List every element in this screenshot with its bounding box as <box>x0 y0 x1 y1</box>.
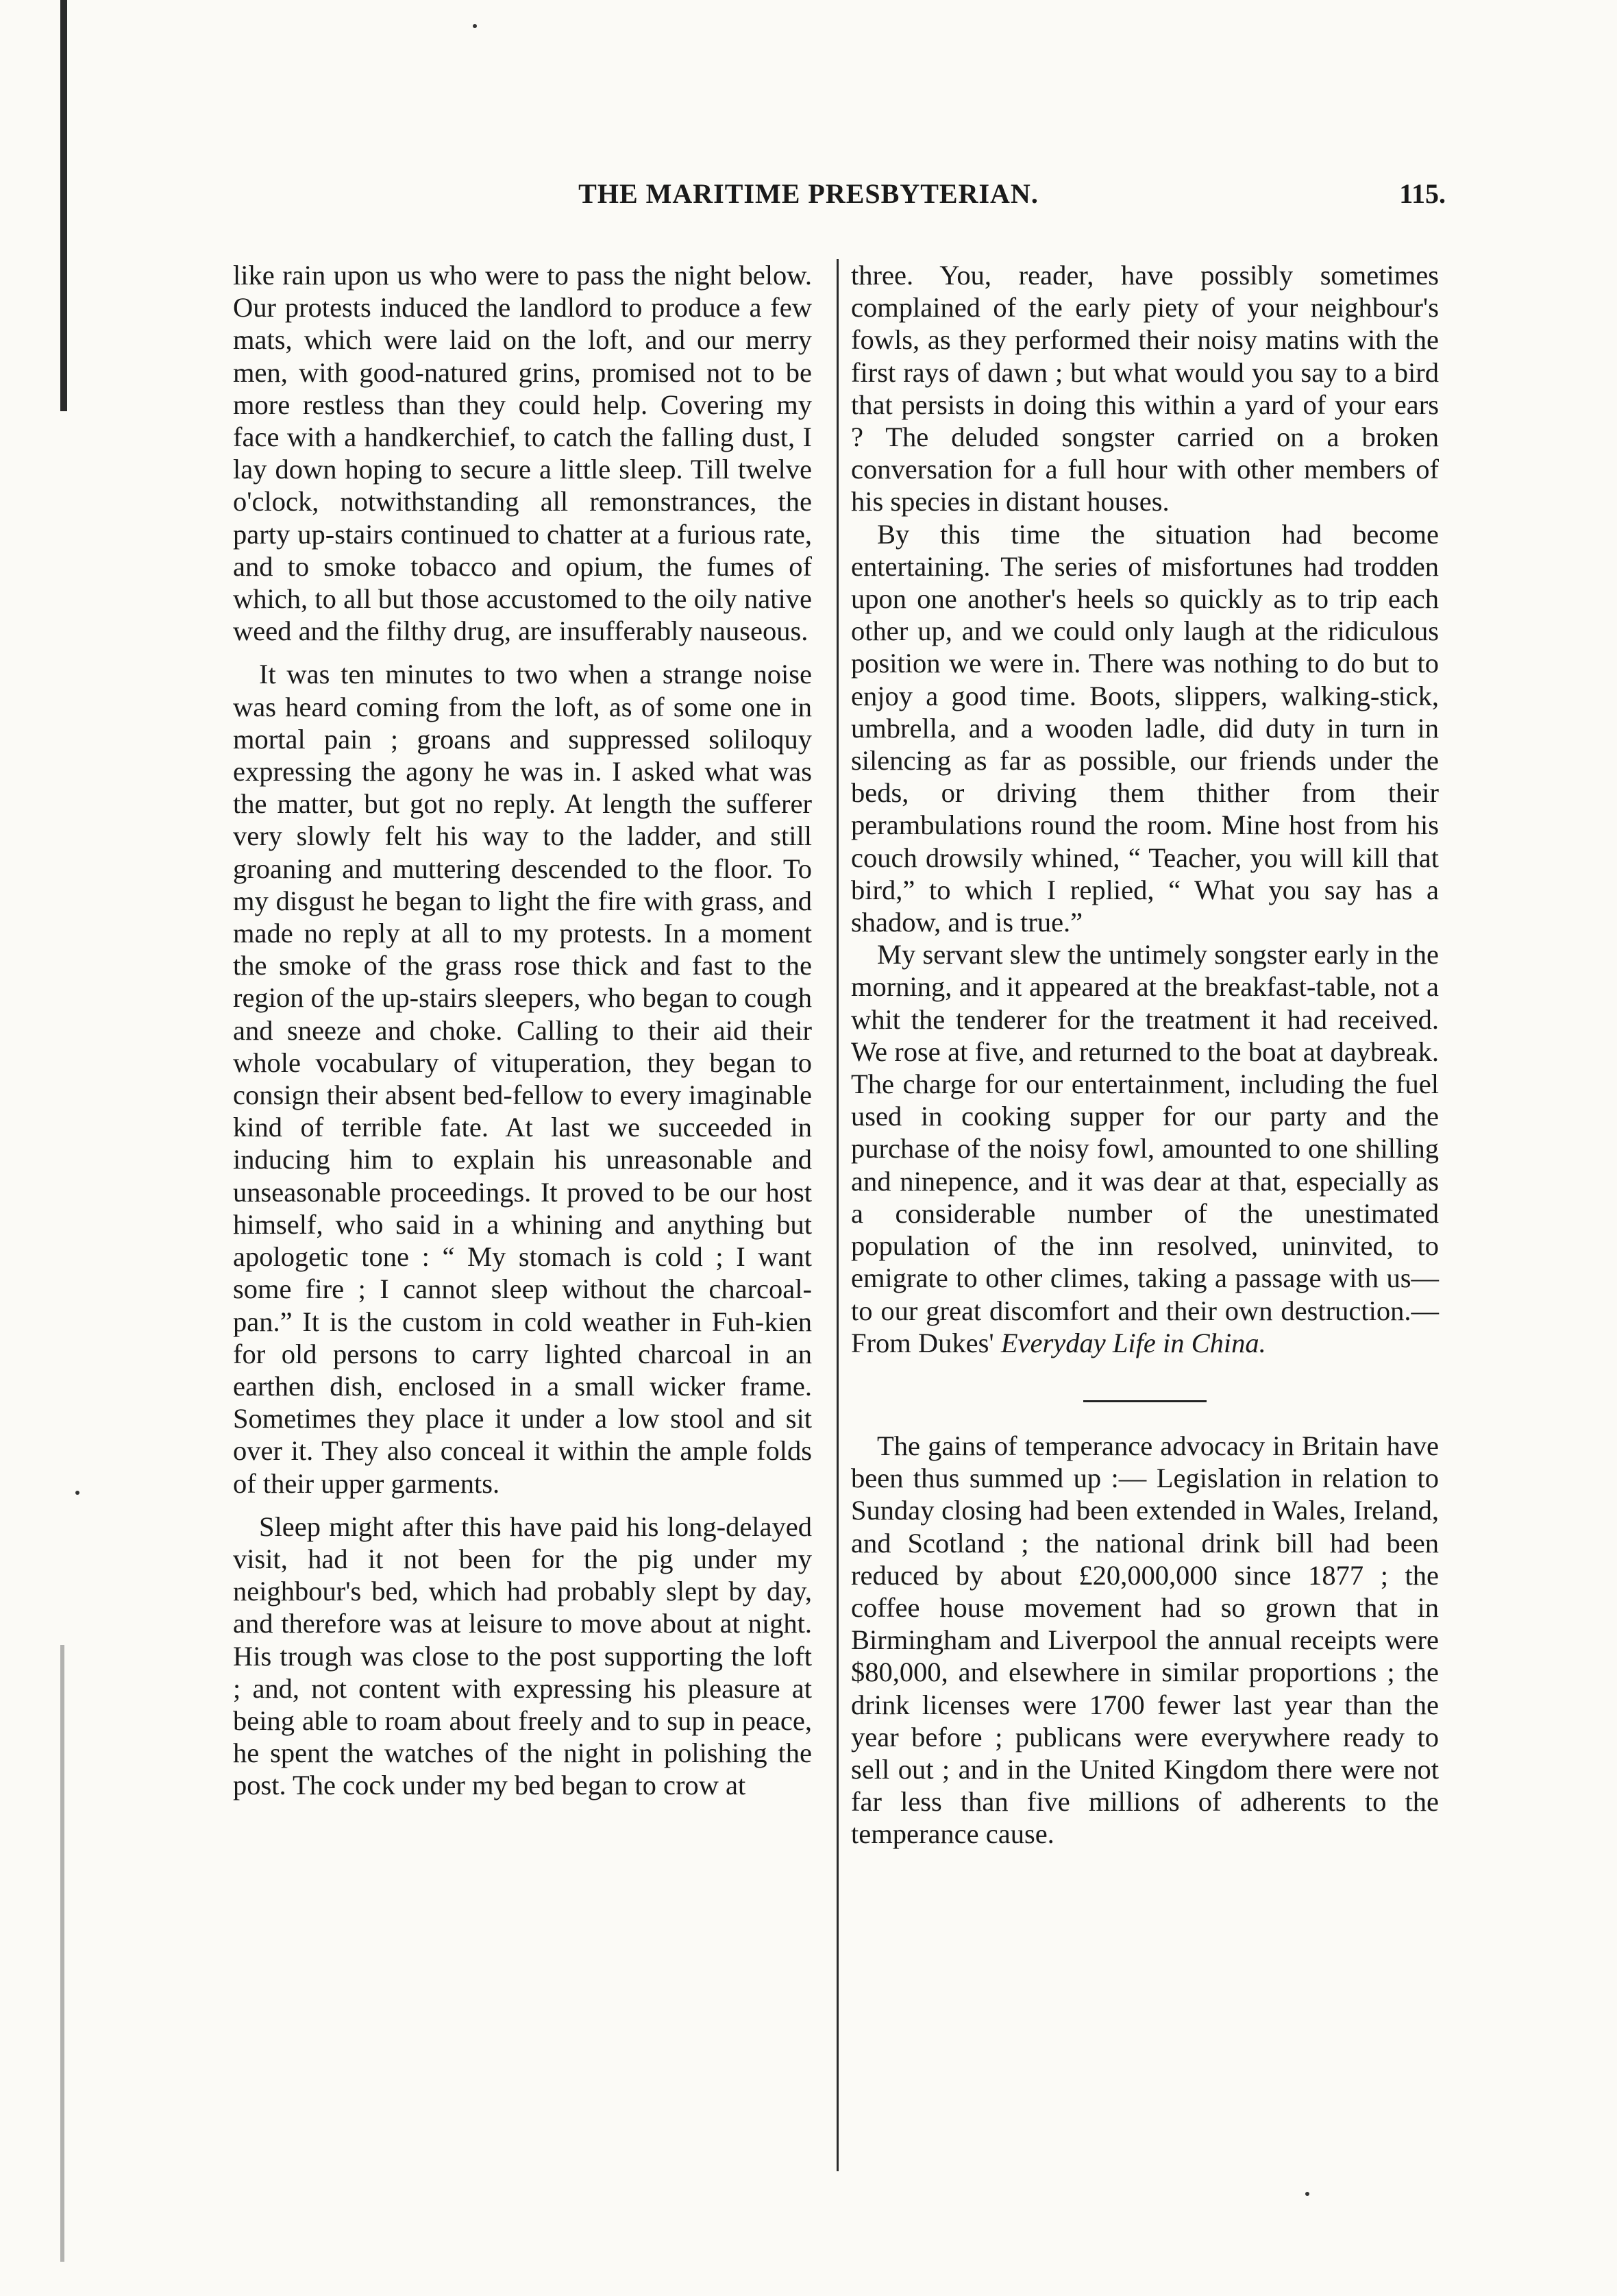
page-number: 115. <box>1399 178 1446 209</box>
paragraph: three. You, reader, have possibly sometimes complained of the early piety of your neighbour's fowls, as they performed their noisy matins with the first rays of dawn ; but what would you say to a bird that persists in doing this within a yard of your ears ? The deluded songster carried on a broken conversation for a full hour with other members of his species in distant houses. <box>851 260 1439 517</box>
binding-edge <box>60 0 67 411</box>
left-column <box>233 259 812 1802</box>
paragraph-text: My servant slew the untimely songster early in the morning, and it appeared at the breakfast-table, not a whit the tenderer for the treatment it had received. We rose at five, and returned to the boat at daybreak. The charge for our entertainment, including the fuel used in cooking supper for our party and the purchase of the noisy fowl, amounted to one shilling and ninepence, and it was dear at that, especially as a considerable number of the unestimated population of the inn resolved, uninvited, to emigrate to other climes, taking a passage with us—to our great discomfort and their own destruction.—From <box>851 939 1439 1358</box>
paragraph: It was ten minutes to two when a strange noise was heard coming from the loft, as of some one in mortal pain ; groans and suppressed soliloquy expressing the agony he was in. I asked what was the matter, but got no reply. At length the sufferer very slowly felt his way to the ladder, and still groaning and muttering descended to the floor. To my disgust he began to light the fire with grass, and made no reply at all to my protests. In a moment the smoke of the grass rose thick and fast to the region of the up-stairs sleepers, who began to cough and sneeze and choke. Calling to their aid their whole vocabulary of vituperation, they began to consign their absent bed-fellow to every imaginable kind of terrible fate. At last we succeeded in inducing him to explain his unreasonable and unseasonable proceedings. It proved to be our host himself, who said in a whining and anything but apologetic tone : “ My stomach is cold ; I want some fire ; I cannot sleep without the charcoal-pan.” It is the custom in cold weather in Fuh-kien for old persons to carry lighted charcoal in an earthen dish, enclosed in a small wicker frame. Sometimes they place it under a low stool and sit over it. They also conceal it within the ample folds of their upper garments. <box>233 659 812 1499</box>
paragraph: Sleep might after this have paid his long-delayed visit, had it not been for the pig under my neighbour's bed, which had probably slept by day, and therefore was at leisure to move about at night. His trough was close to the post supporting the loft ; and, not content with expressing his pleasure at being able to roam about freely and to sup in peace, he spent the watches of the night in polishing the post. The cock under my bed began to crow at <box>233 1511 812 1801</box>
paragraph <box>851 938 1439 1359</box>
print-speck <box>473 24 477 28</box>
paragraph: By this time the situation had become entertaining. The series of misfortunes had trodden upon one another's heels so quickly as to trip each other up, and we could only laugh at the ridiculous position we were in. There was nothing to do but to enjoy a good time. Boots, slippers, walking-stick, umbrella, and a wooden ladle, did duty in turn in silencing as far as possible, our friends under the beds, or driving them thither from their perambulations round the room. Mine host from his couch drowsily whined, “ Teacher, you will kill that bird,” to which I replied, “ What you say has a shadow, and is true.” <box>851 518 1439 938</box>
source-author: Dukes' <box>917 1327 994 1358</box>
running-head: THE MARITIME PRESBYTERIAN. <box>578 178 1039 209</box>
right-column <box>851 259 1439 1851</box>
section-separator <box>1083 1400 1207 1402</box>
print-speck <box>75 1491 79 1495</box>
binding-edge-lower <box>60 1645 64 2262</box>
paragraph: like rain upon us who were to pass the night below. Our protests induced the landlord to produce a few mats, which were laid on the loft, and our merry men, with good-natured grins, promised not to be more restless than they could help. Covering my face with a handkerchief, to catch the falling dust, I lay down hoping to secure a little sleep. Till twelve o'clock, notwithstanding all remonstrances, the party up-stairs continued to chatter at a furious rate, and to smoke tobacco and opium, the fumes of which, to all but those accustomed to the oily native weed and the filthy drug, are insufferably nauseous. <box>233 260 812 647</box>
column-divider <box>837 259 839 2171</box>
source-title: Everyday Life in China. <box>1000 1327 1266 1358</box>
paragraph: The gains of temperance advocacy in Britain have been thus summed up :— Legislation in relation to Sunday closing had been extended in Wales, Ireland, and Scotland ; the national drink bill had been reduced by about £20,000,000 since 1877 ; the coffee house movement had so grown that in Birmingham and Liverpool the annual receipts were $80,000, and elsewhere in similar proportions ; the drink licenses were 1700 fewer last year than the year before ; publicans were everywhere ready to sell out ; and in the United Kingdom there were not far less than five millions of adherents to the temperance cause. <box>851 1430 1439 1850</box>
page-header <box>226 177 1446 225</box>
print-speck <box>1305 2192 1309 2196</box>
